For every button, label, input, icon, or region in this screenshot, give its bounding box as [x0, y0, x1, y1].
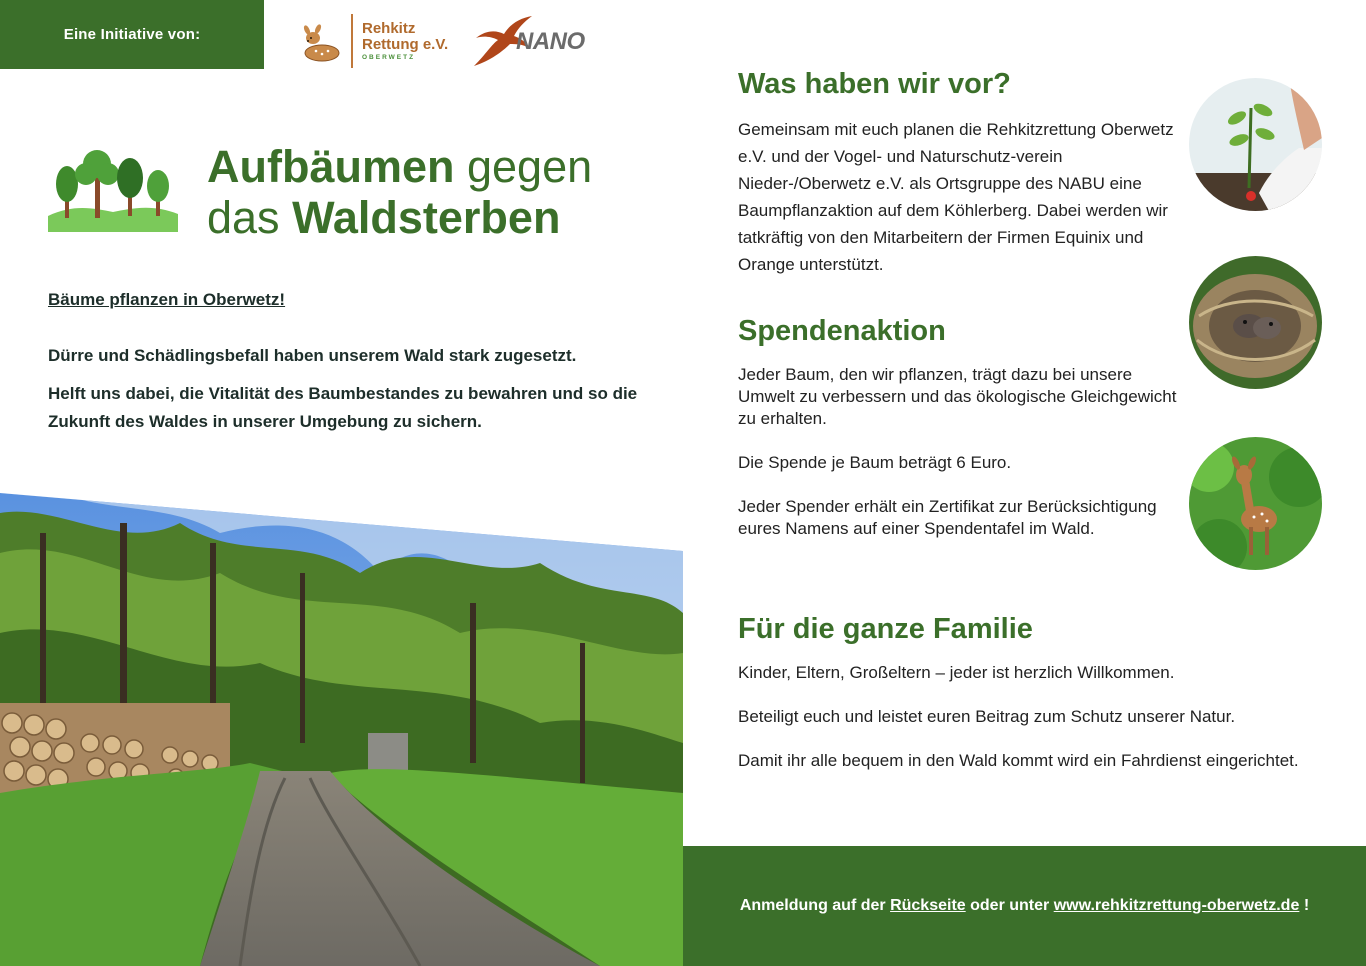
donation-paragraph-1: Jeder Baum, den wir pflanzen, trägt dazu bei unsere Umwelt zu verbessern und das ökologische Gleichgewicht zu erhalten.	[738, 365, 1177, 428]
fawn-photo	[1189, 437, 1322, 570]
nano-logo	[472, 14, 584, 70]
initiative-label: Eine Initiative von:	[63, 26, 201, 43]
rehkitz-logo-sub: OBERWETZ	[362, 54, 416, 61]
family-paragraph-3: Damit ihr alle bequem in den Wald kommt wird ein Fahrdienst eingerichtet.	[738, 751, 1299, 770]
initiative-tab	[0, 0, 264, 69]
section-title-family: Für die ganze Familie	[738, 613, 1033, 645]
section-title-plan: Was haben wir vor?	[738, 68, 1011, 100]
section-title-donation: Spendenaktion	[738, 315, 946, 347]
family-paragraph-1: Kinder, Eltern, Großeltern – jeder ist herzlich Willkommen.	[738, 663, 1175, 682]
family-paragraph-2: Beteiligt euch und leistet euren Beitrag zum Schutz unserer Natur.	[738, 707, 1236, 726]
rehkitz-logo-line1: Rehkitz	[362, 20, 416, 37]
page-title	[207, 141, 592, 243]
title-word-2: gegen	[454, 141, 593, 192]
rehkitz-logo-line2: Rettung e.V.	[362, 36, 449, 53]
intro-paragraph-2: Helft uns dabei, die Vitalität des Baumbestandes zu bewahren und so die Zukunft des Waldes in unserer Umgebung zu sichern.	[48, 384, 638, 431]
title-word-3: das	[207, 192, 293, 243]
donation-paragraph-2: Die Spende je Baum beträgt 6 Euro.	[738, 453, 1012, 472]
forest-road-photo	[0, 493, 683, 966]
section-text-plan: Gemeinsam mit euch planen die Rehkitzrettung Oberwetz e.V. und der Vogel- und Naturschutz-verein Nieder-/Oberwetz e.V. als Ortsgruppe des NABU eine Baumpflanzaktion auf dem Köhlerberg. Dabei werden wir tatkräftig von den Mitarbeitern der Firmen Equinix und Orange unterstützt.	[738, 120, 1174, 274]
website-link[interactable]: www.rehkitzrettung-oberwetz.de	[1053, 897, 1300, 914]
deer-logo-icon	[300, 20, 344, 64]
footer-prefix: Anmeldung auf der	[739, 897, 886, 914]
donation-paragraph-3: Jeder Spender erhält ein Zertifikat zur Berücksichtigung eures Namens auf einer Spendentafel im Wald.	[738, 497, 1157, 538]
footer-suffix: !	[1303, 897, 1310, 914]
planting-photo	[1189, 78, 1322, 211]
section-text-donation	[738, 364, 1178, 540]
logo-divider	[351, 14, 353, 68]
backside-link[interactable]: Rückseite	[890, 897, 966, 914]
section-text-family	[738, 662, 1318, 772]
title-word-4: Waldsterben	[292, 192, 561, 243]
trees-icon	[48, 146, 178, 232]
footer-banner	[683, 846, 1366, 966]
intro-paragraph-1: Dürre und Schädlingsbefall haben unserem Wald stark zugesetzt.	[48, 346, 577, 365]
intro-subhead: Bäume pflanzen in Oberwetz!	[48, 290, 286, 309]
rehkitz-logo	[300, 14, 460, 70]
bird-nest-photo	[1189, 256, 1322, 389]
nano-logo-text: NANO	[516, 28, 585, 55]
footer-middle: oder unter	[970, 897, 1050, 914]
rehkitz-logo-name	[362, 21, 448, 53]
title-word-1: Aufbäumen	[207, 141, 455, 192]
